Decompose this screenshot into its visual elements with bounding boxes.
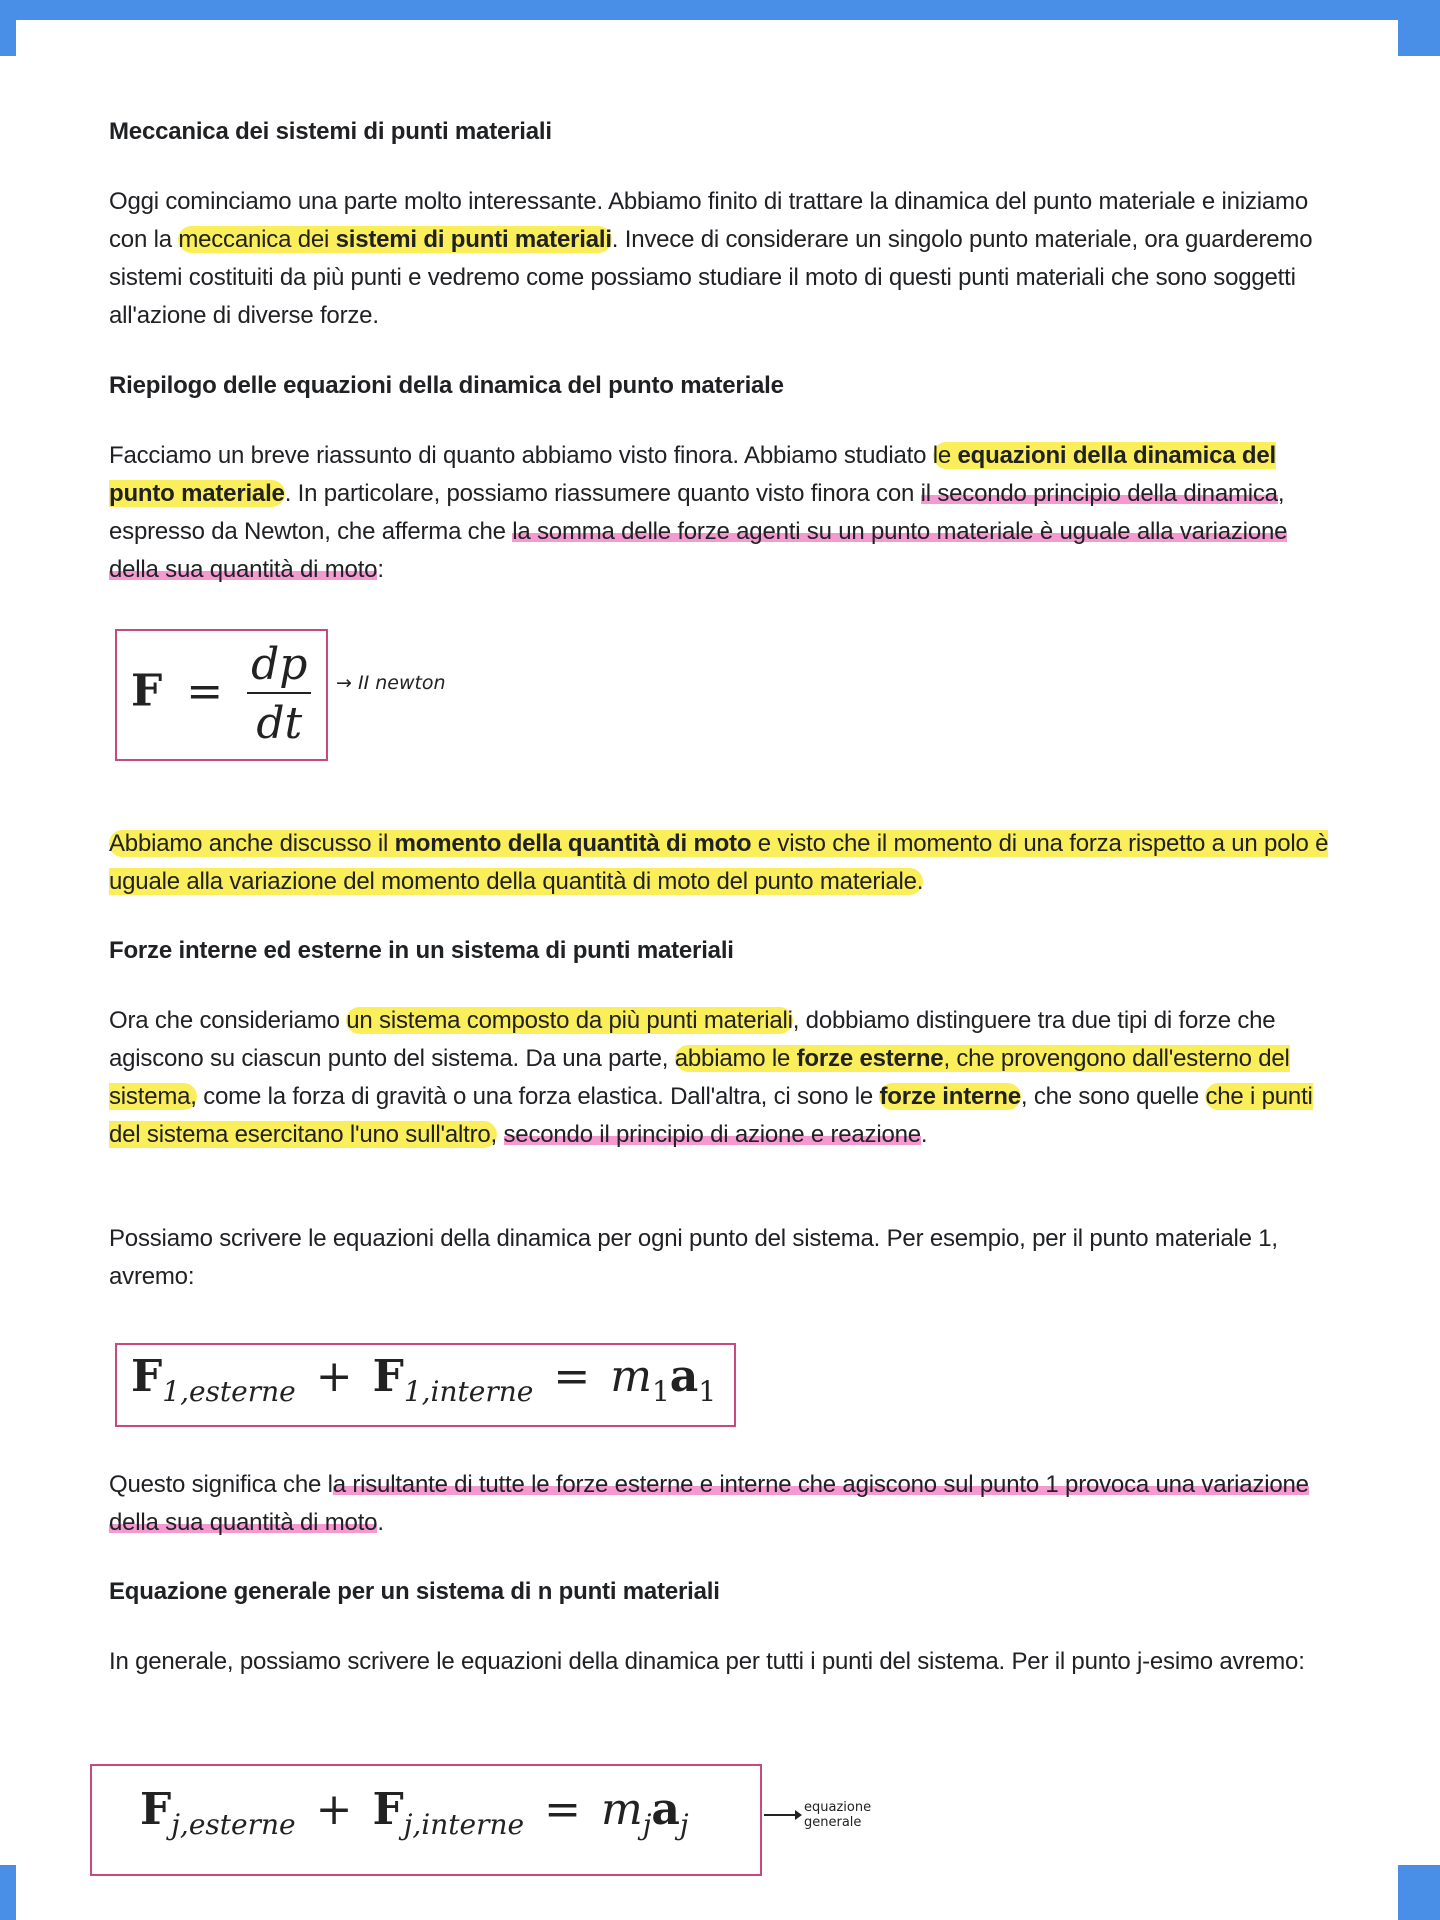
paragraph-momento (109, 825, 1334, 901)
formula-mass: m (600, 1784, 643, 1835)
note-line: generale (804, 1815, 862, 1830)
heading-riepilogo: Riepilogo delle equazioni della dinamica del punto materiale (109, 372, 784, 399)
formula-denominator: dt (256, 698, 303, 749)
highlight-yellow: forze interne (879, 1083, 1021, 1110)
formula-newton (115, 629, 328, 761)
handwritten-note-equazione-generale (804, 1800, 871, 1830)
formula-equals: = (186, 665, 224, 717)
paragraph-risultante: Questo significa che la risultante di tutte le forze esterne e interne che agiscono sul punto 1 provoca una variazione della sua quantità di moto. (109, 1471, 1309, 1536)
right-border-top (1398, 0, 1440, 56)
formula-punto-j (90, 1764, 762, 1876)
highlight-pink: secondo il principio di azione e reazione (503, 1121, 921, 1148)
heading-meccanica: Meccanica dei sistemi di punti materiali (109, 118, 552, 145)
formula-subscript: 1,esterne (162, 1375, 296, 1408)
highlight-yellow: meccanica dei sistemi di punti materiali (178, 226, 612, 253)
formula-subscript: 1 (651, 1375, 670, 1408)
formula-force-symbol: F (372, 1351, 404, 1402)
formula-fraction (247, 639, 311, 749)
right-border-bottom (1398, 1865, 1440, 1920)
formula-subscript: j,esterne (171, 1808, 296, 1841)
highlight-yellow: che i punti del sistema esercitano l'uno sull'altro, (109, 1083, 1313, 1148)
formula-mass: m (610, 1351, 652, 1402)
paragraph-generale: In generale, possiamo scrivere le equazioni della dinamica per tutti i punti del sistema. Per il punto j-esimo avremo: (109, 1648, 1305, 1675)
formula-equals: = (553, 1351, 591, 1402)
heading-forze: Forze interne ed esterne in un sistema di punti materiali (109, 937, 734, 964)
formula-force-symbol: F (131, 1351, 163, 1402)
formula-force-symbol: F (372, 1784, 404, 1835)
formula-acceleration: a (669, 1351, 699, 1402)
formula-subscript: j (642, 1808, 652, 1841)
highlight-pink: a risultante di tutte le forze esterne e interne che agiscono sul punto 1 provoca una variazione della sua quantità di moto (109, 1471, 1309, 1536)
formula-force-symbol: F (131, 665, 163, 717)
formula-subscript: 1,interne (403, 1375, 534, 1408)
formula-force-symbol: F (140, 1784, 172, 1835)
left-border-top (0, 0, 16, 56)
formula-punto-1 (115, 1343, 736, 1427)
formula-equals: = (544, 1784, 581, 1835)
formula-acceleration: a (651, 1784, 680, 1835)
paragraph-intro: Oggi cominciamo una parte molto interessante. Abbiamo finito di trattare la dinamica del punto materiale e iniziamo con la meccanica dei sistemi di punti materiali. Invece di considerare un singolo punto materiale, ora guarderemo sistemi costituiti da più punti e vedremo come possiamo studiare il moto di questi punti materiali che sono soggetti all'azione di diverse forze. (109, 188, 1313, 329)
arrow-icon (764, 1814, 800, 1816)
top-border-bar (0, 0, 1440, 20)
paragraph-esempio: Possiamo scrivere le equazioni della dinamica per ogni punto del sistema. Per esempio, per il punto materiale 1, avremo: (109, 1225, 1278, 1290)
highlight-yellow: un sistema composto da più punti materiali (346, 1007, 793, 1034)
left-border-bottom (0, 1865, 16, 1920)
formula-plus: + (315, 1784, 353, 1835)
highlight-yellow: le equazioni della dinamica del punto materiale (109, 442, 1276, 507)
formula-subscript: j,interne (403, 1808, 525, 1841)
highlight-pink: la somma delle forze agenti su un punto materiale è uguale alla variazione della sua quantità di moto (109, 518, 1288, 583)
formula-subscript: j (679, 1808, 689, 1841)
highlight-yellow: Abbiamo anche discusso il momento della quantità di moto e visto che il momento di una forza rispetto a un polo è uguale alla variazione del momento della quantità di moto del punto materiale. (109, 830, 1329, 895)
paragraph-riepilogo: Facciamo un breve riassunto di quanto abbiamo visto finora. Abbiamo studiato le equazioni della dinamica del punto materiale. In particolare, possiamo riassumere quanto visto finora con il secondo principio della dinamica, espresso da Newton, che afferma che la somma delle forze agenti su un punto materiale è uguale alla variazione della sua quantità di moto: (109, 442, 1288, 583)
handwritten-note-newton: → II newton (336, 672, 446, 694)
highlight-yellow: abbiamo le forze esterne, che provengono dall'esterno del sistema, (109, 1045, 1290, 1110)
note-line: equazione (804, 1800, 872, 1815)
formula-plus: + (315, 1351, 353, 1402)
heading-equazione-generale: Equazione generale per un sistema di n punti materiali (109, 1578, 720, 1605)
paragraph-forze: Ora che consideriamo un sistema composto da più punti materiali, dobbiamo distinguere tra due tipi di forze che agiscono su ciascun punto del sistema. Da una parte, abbiamo le forze esterne, che provengono dall'esterno del sistema, come la forza di gravità o una forza elastica. Dall'altra, ci sono le forze interne, che sono quelle che i punti del sistema esercitano l'uno sull'altro, secondo il principio di azione e reazione. (109, 1007, 1313, 1148)
formula-numerator: dp (251, 639, 308, 690)
formula-subscript: 1 (698, 1375, 717, 1408)
highlight-pink: il secondo principio della dinamica (920, 480, 1278, 507)
